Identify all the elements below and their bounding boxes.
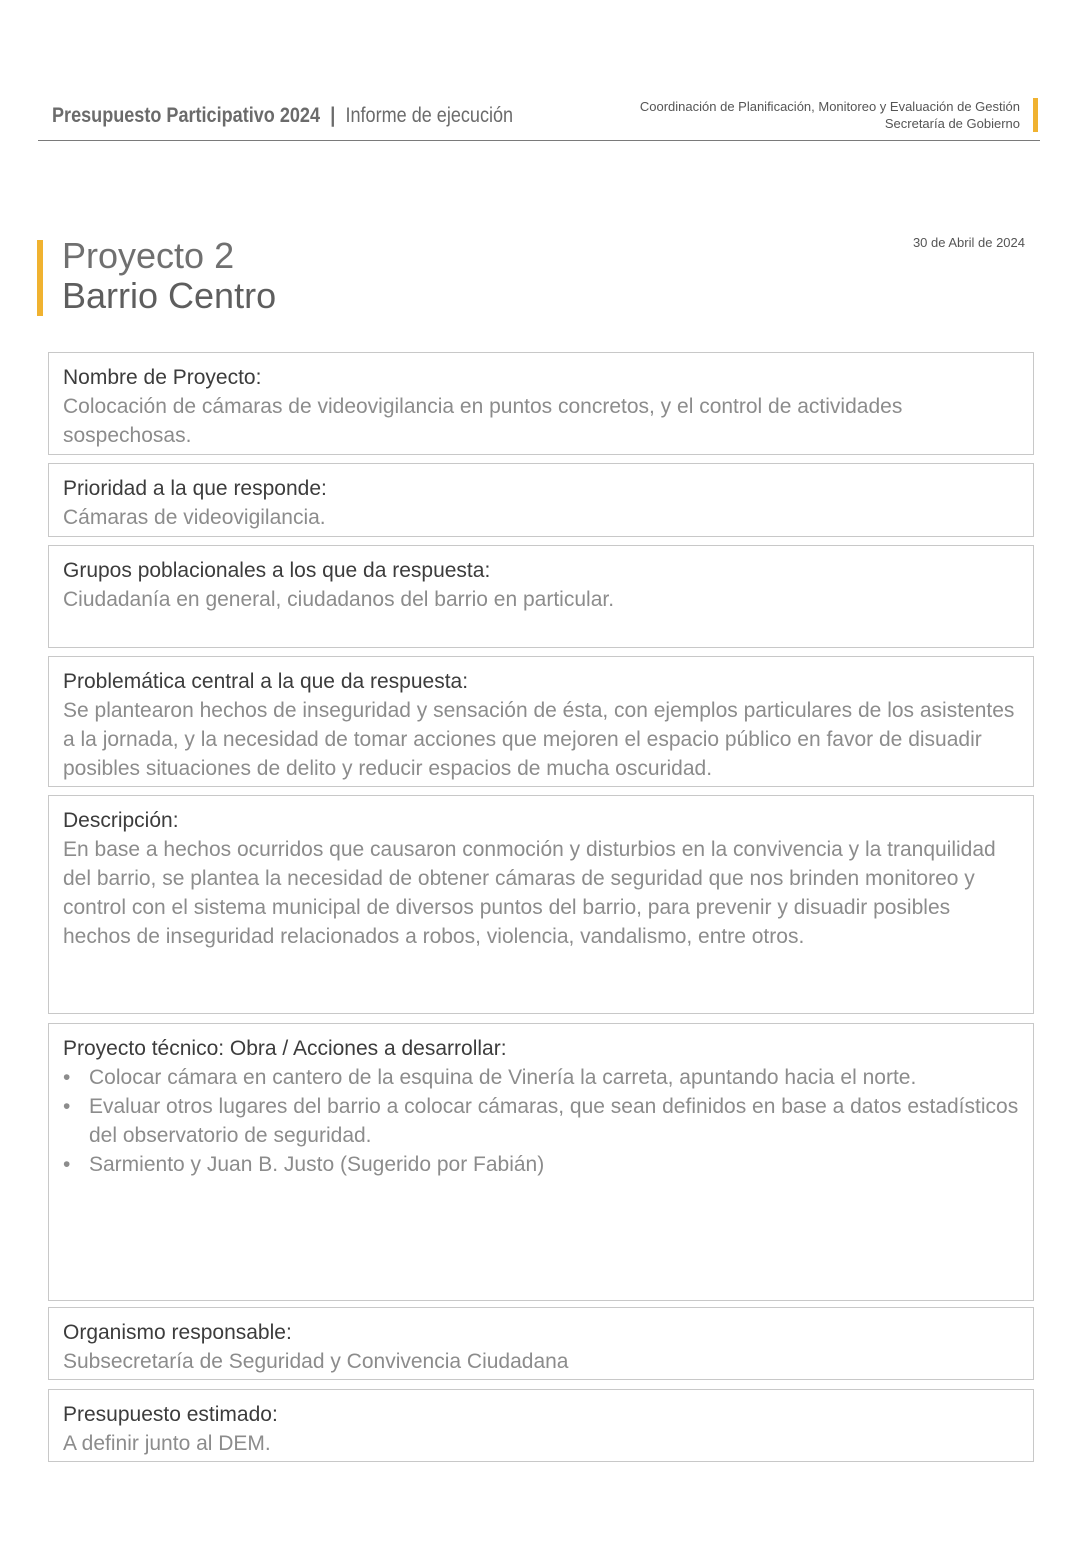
header-title-group <box>52 104 513 128</box>
header-subtitle: Informe de ejecución <box>345 104 514 127</box>
section-text: Colocación de cámaras de videovigilancia en puntos concretos, y el control de actividades sospechosas. <box>63 395 903 447</box>
header-title: Presupuesto Participativo 2024 <box>52 104 321 127</box>
header-accent-bar <box>1033 98 1038 132</box>
section-text: Ciudadanía en general, ciudadanos del barrio en particular. <box>63 588 615 611</box>
section-text: Cámaras de videovigilancia. <box>63 506 326 529</box>
section-text: A definir junto al DEM. <box>63 1432 271 1455</box>
list-item: • Sarmiento y Juan B. Justo (Sugerido por Fabián) <box>89 1150 1019 1179</box>
section-text: Subsecretaría de Seguridad y Convivencia Ciudadana <box>63 1350 569 1373</box>
section-text: Se plantearon hechos de inseguridad y sensación de ésta, con ejemplos particulares de los asistentes a la jornada, y la necesidad de tomar acciones que mejoren el espacio público en favor de disuadir posibles situaciones de delito y reducir espacios de mucha oscuridad. <box>63 699 1015 780</box>
section-label: Presupuesto estimado: <box>63 1403 278 1426</box>
section-label: Nombre de Proyecto: <box>63 366 262 389</box>
section-problematica <box>48 656 1034 787</box>
list-item: • Evaluar otros lugares del barrio a colocar cámaras, que sean definidos en base a datos estadísticos del observatorio de seguridad. <box>89 1092 1019 1150</box>
section-label: Proyecto técnico: Obra / Acciones a desarrollar: <box>63 1037 507 1060</box>
section-presupuesto <box>48 1389 1034 1462</box>
list-item: • Colocar cámara en cantero de la esquina de Vinería la carreta, apuntando hacia el norte. <box>89 1063 1019 1092</box>
title-accent-bar <box>37 240 43 316</box>
section-nombre <box>48 352 1034 455</box>
section-descripcion <box>48 795 1034 1014</box>
project-number: Proyecto 2 <box>62 235 235 276</box>
section-grupos <box>48 545 1034 648</box>
section-label: Prioridad a la que responde: <box>63 477 327 500</box>
section-label: Descripción: <box>63 809 179 832</box>
project-barrio: Barrio Centro <box>62 275 277 316</box>
actions-list <box>63 1063 1019 1179</box>
section-label: Grupos poblacionales a los que da respuesta: <box>63 559 491 582</box>
section-label: Problemática central a la que da respuesta: <box>63 670 469 693</box>
project-title <box>62 236 276 316</box>
section-text: En base a hechos ocurridos que causaron conmoción y disturbios en la convivencia y la tranquilidad del barrio, se plantea la necesidad de obtener cámaras de seguridad que nos brinden monitoreo y control con el sistema municipal de diversos puntos del barrio, para prevenir y disuadir posibles hechos de inseguridad relacionados a robos, violencia, vandalismo, entre otros. <box>63 838 996 948</box>
section-organismo <box>48 1307 1034 1380</box>
header-org-line1: Coordinación de Planificación, Monitoreo y Evaluación de Gestión <box>639 99 1020 114</box>
header-org-line2: Secretaría de Gobierno <box>884 116 1020 131</box>
page-header <box>38 88 1040 141</box>
header-organization <box>640 98 1020 132</box>
section-prioridad <box>48 463 1034 537</box>
section-label: Organismo responsable: <box>63 1321 292 1344</box>
section-proyecto-tecnico <box>48 1023 1034 1301</box>
header-separator: | <box>330 104 336 127</box>
report-date: 30 de Abril de 2024 <box>912 235 1025 250</box>
